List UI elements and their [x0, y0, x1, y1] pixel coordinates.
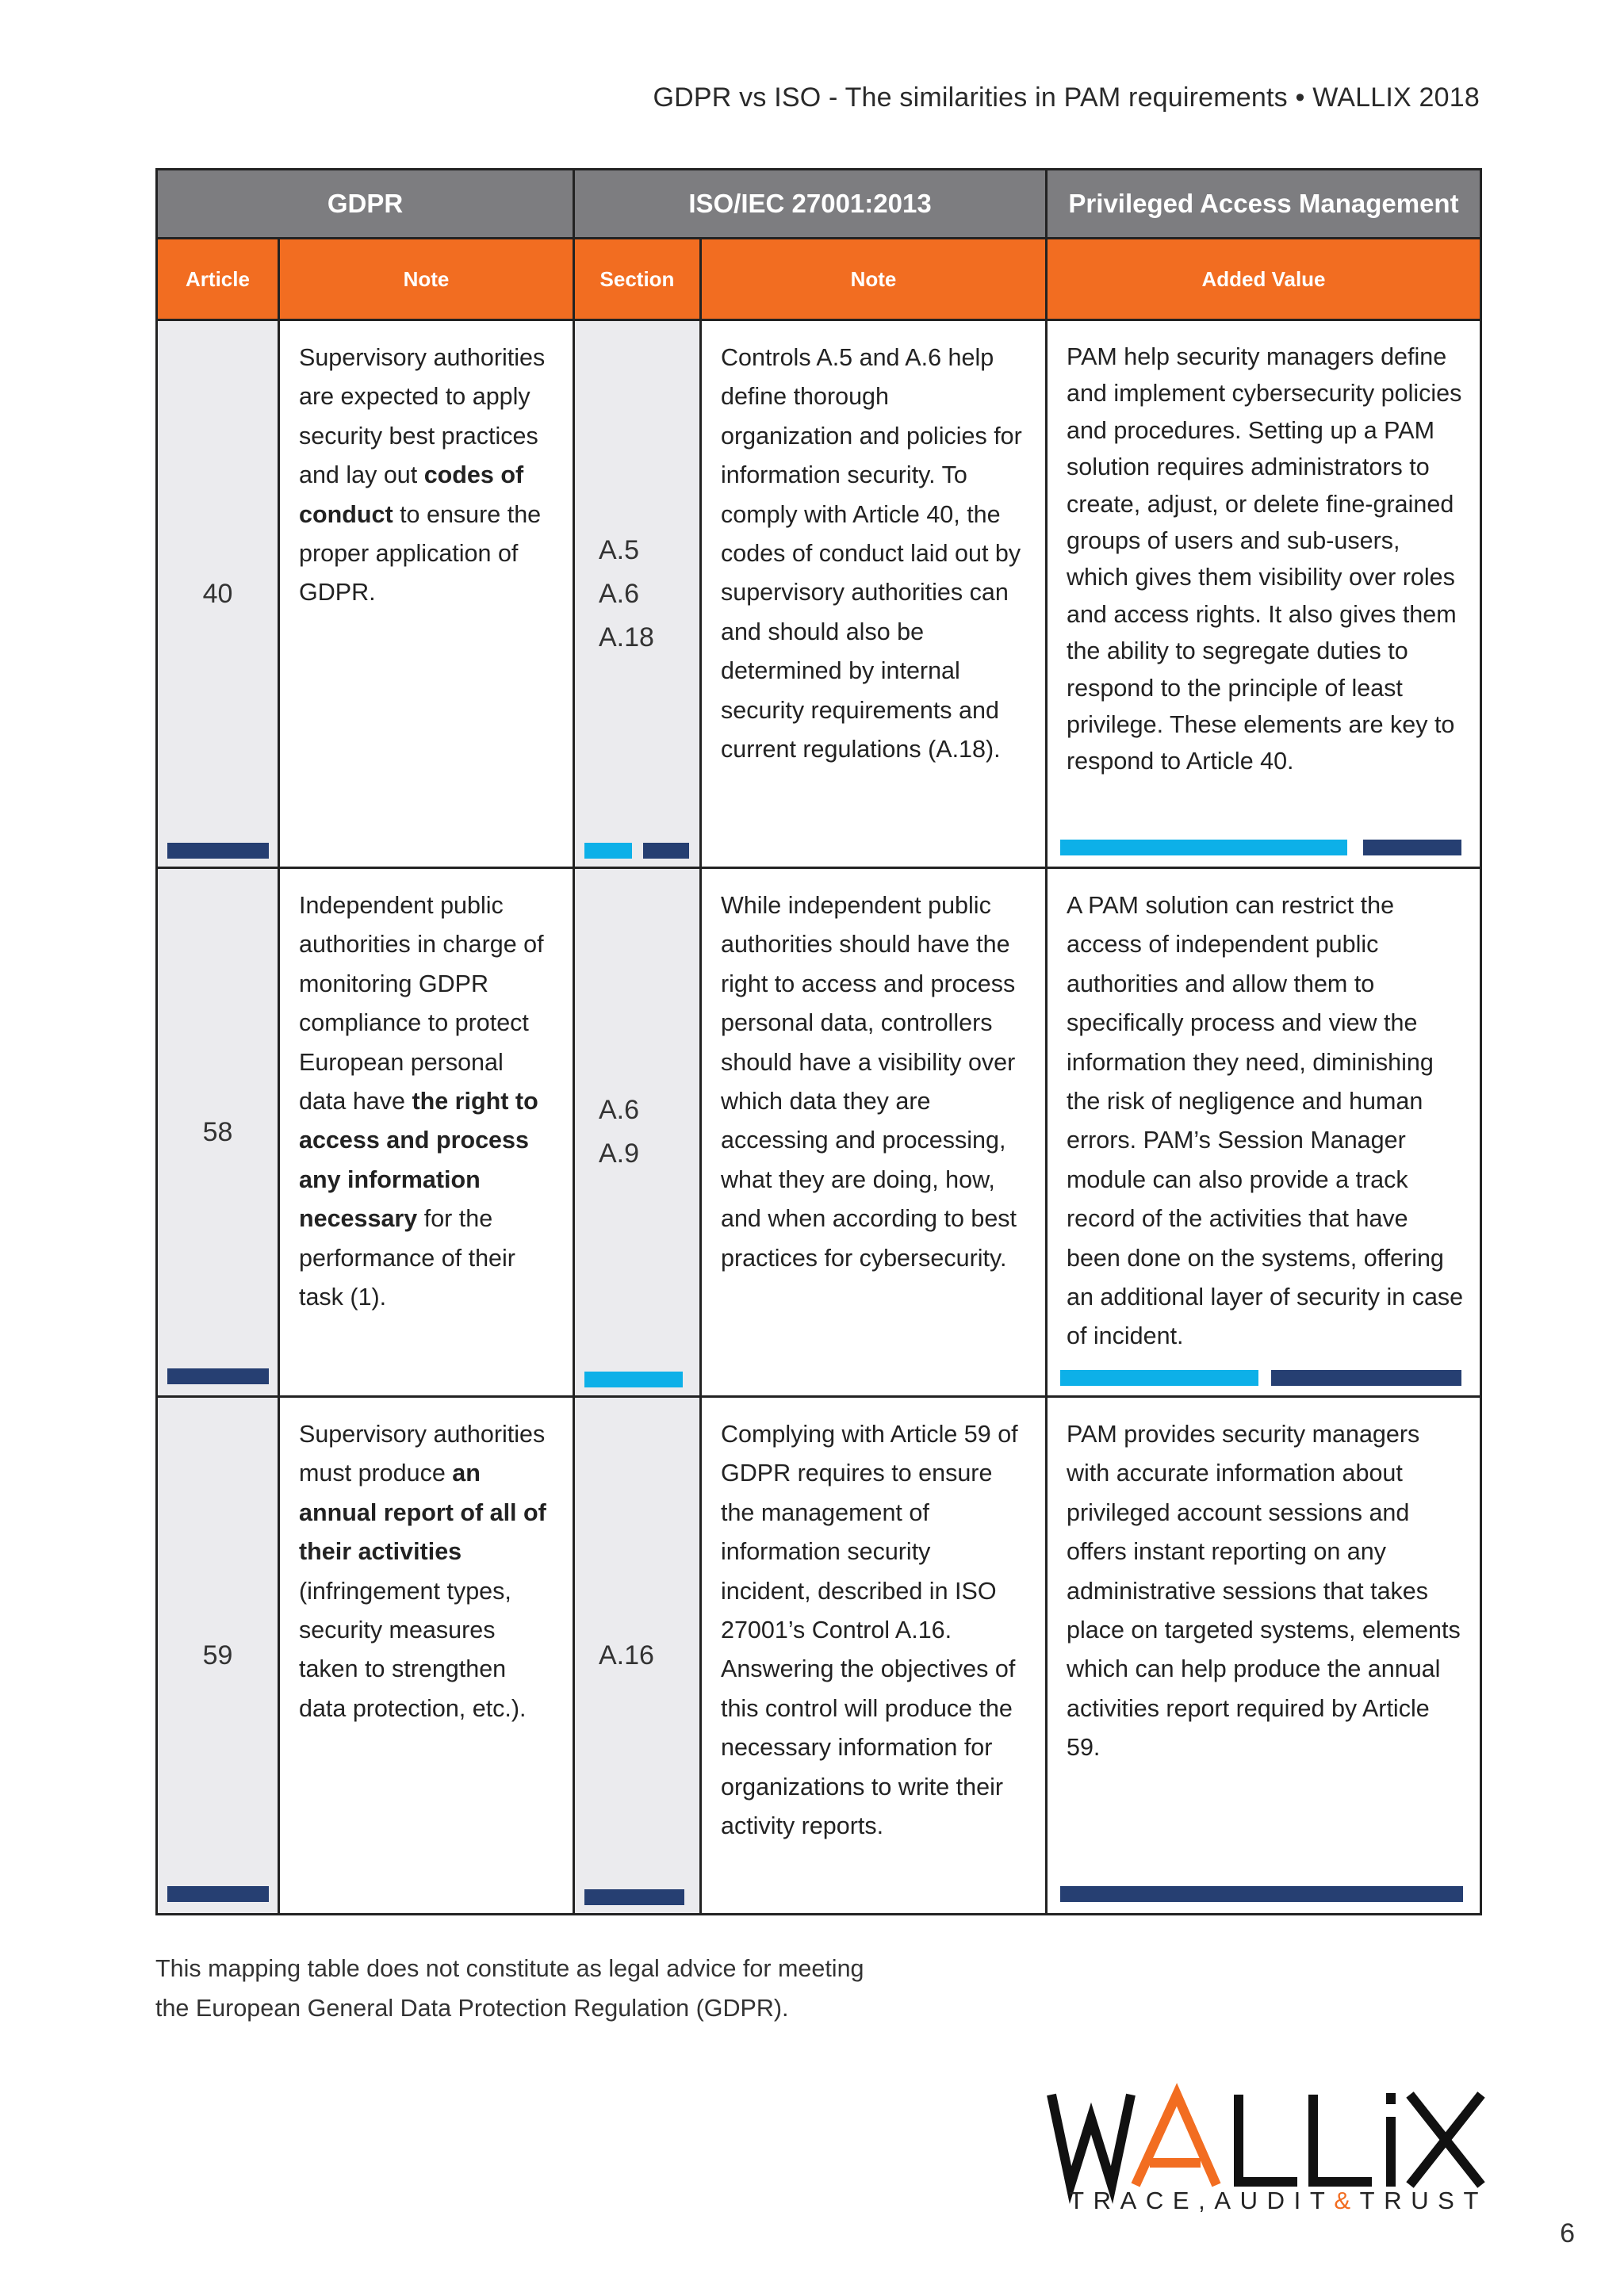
section-list: [575, 1634, 699, 1678]
gdpr-group-header: GDPR: [157, 170, 574, 239]
added-value-column-header: Added Value: [1047, 239, 1481, 320]
pam-added-value-text: PAM help security managers define and implement cybersecurity policies and procedures. Setting up a PAM solution requires administrators to create, adjust, or delete fine-grained groups of users and sub-users, which gives them visibility over roles and access rights. It also gives them the ability to segregate duties to respond to the principle of least privilege. These elements are key to respond to Article 40.: [1067, 343, 1462, 775]
section-code: A.9: [599, 1138, 640, 1169]
page-number: 6: [1560, 2218, 1575, 2248]
section-code: A.16: [599, 1640, 654, 1670]
pam-added-value-cell: [1047, 1397, 1481, 1915]
dark-blue-marker-bar: [1060, 1886, 1463, 1902]
iso-note-text: Complying with Article 59 of GDPR requires to ensure the management of information security incident, described in ISO 27001’s Control A.16. Answering the objectives of this control will produce the necessary information for organizations to write their activity reports.: [721, 1421, 1018, 1840]
document-header: GDPR vs ISO - The similarities in PAM requirements • WALLIX 2018: [653, 82, 1480, 113]
pam-added-value-text: A PAM solution can restrict the access of independent public authorities and allow them to specifically process and view the information they need, diminishing the risk of negligence and human errors. PAM’s Session Manager module can also provide a track record of the activities that have been done on the systems, offering an additional layer of security in case of incident.: [1067, 892, 1464, 1350]
gdpr-note-cell: [279, 868, 574, 1397]
iso-note-cell: [701, 868, 1047, 1397]
disclaimer-line: the European General Data Protection Regulation (GDPR).: [155, 1995, 789, 2022]
article-cell: [157, 1397, 279, 1915]
article-cell: [157, 868, 279, 1397]
article-cell: [157, 320, 279, 868]
pam-added-value-cell: [1047, 320, 1481, 868]
table-row-article-59: [157, 1397, 1481, 1915]
dark-blue-marker-bar: [584, 1889, 684, 1905]
iso-note-text: While independent public authorities should have the right to access and process personal data, controllers should have a visibility over which data they are accessing and processing, what they are doing, how, and when according to best practices for cybersecurity.: [721, 892, 1017, 1272]
gdpr-iso-pam-mapping-table: [155, 168, 1482, 1915]
gdpr-note-text: Independent public authorities in charge of monitoring GDPR compliance to protect European personal data have the right to access and process any information necessary for the performance of their task (1).: [299, 892, 544, 1311]
gdpr-note-column-header: Note: [279, 239, 574, 320]
iso-note-text: Controls A.5 and A.6 help define thorough organization and policies for information security. To comply with Article 40, the codes of conduct laid out by supervisory authorities can and should also be determined by internal security requirements and current regulations (A.18).: [721, 344, 1022, 763]
section-code: A.5: [599, 534, 640, 565]
section-code: A.18: [599, 622, 654, 652]
article-number: 58: [202, 1116, 233, 1147]
iso-note-cell: [701, 1397, 1047, 1915]
light-blue-marker-bar: [1060, 1370, 1258, 1386]
iso-note-cell: [701, 320, 1047, 868]
disclaimer-line: This mapping table does not constitute as legal advice for meeting: [155, 1955, 864, 1982]
gdpr-note-text: Supervisory authorities must produce an annual report of all of their activities (infringement types, security measures taken to strengthen data protection, etc.).: [299, 1421, 546, 1722]
gdpr-note-cell: [279, 1397, 574, 1915]
iso-note-column-header: Note: [701, 239, 1047, 320]
article-number: 59: [202, 1640, 233, 1670]
section-column-header: Section: [574, 239, 701, 320]
section-cell: [574, 1397, 701, 1915]
dark-blue-marker-bar: [1363, 840, 1461, 855]
light-blue-marker-bar: [1060, 840, 1347, 855]
section-code: A.6: [599, 1095, 640, 1125]
pam-group-header: Privileged Access Management: [1047, 170, 1481, 239]
logo-tagline: TRACE,AUDIT&TRUST: [1069, 2187, 1488, 2214]
dark-blue-marker-bar: [167, 1368, 269, 1384]
dark-blue-marker-bar: [167, 1886, 269, 1902]
disclaimer: [155, 1949, 864, 2028]
dark-blue-marker-bar: [167, 843, 269, 859]
section-code: A.6: [599, 578, 640, 609]
iso-group-header: ISO/IEC 27001:2013: [574, 170, 1047, 239]
group-header-row: [157, 170, 1481, 239]
section-cell: [574, 320, 701, 868]
section-list: [575, 529, 699, 660]
gdpr-note-cell: [279, 320, 574, 868]
section-cell: [574, 868, 701, 1397]
dark-blue-marker-bar: [1271, 1370, 1461, 1386]
light-blue-marker-bar: [584, 1372, 683, 1387]
table-row-article-58: [157, 868, 1481, 1397]
dark-blue-marker-bar: [643, 843, 689, 859]
article-number: 40: [202, 578, 233, 609]
gdpr-note-text: Supervisory authorities are expected to apply security best practices and lay out codes of conduct to ensure the proper application of GDPR.: [299, 344, 546, 607]
sub-header-row: [157, 239, 1481, 320]
light-blue-marker-bar: [584, 843, 632, 859]
table-row-article-40: [157, 320, 1481, 868]
pam-added-value-cell: [1047, 868, 1481, 1397]
section-list: [575, 1089, 699, 1176]
pam-added-value-text: PAM provides security managers with accurate information about privileged account sessions and offers instant reporting on any administrative sessions that takes place on targeted systems, elements which can help produce the annual activities report required by Article 59.: [1067, 1421, 1461, 1762]
article-column-header: Article: [157, 239, 279, 320]
